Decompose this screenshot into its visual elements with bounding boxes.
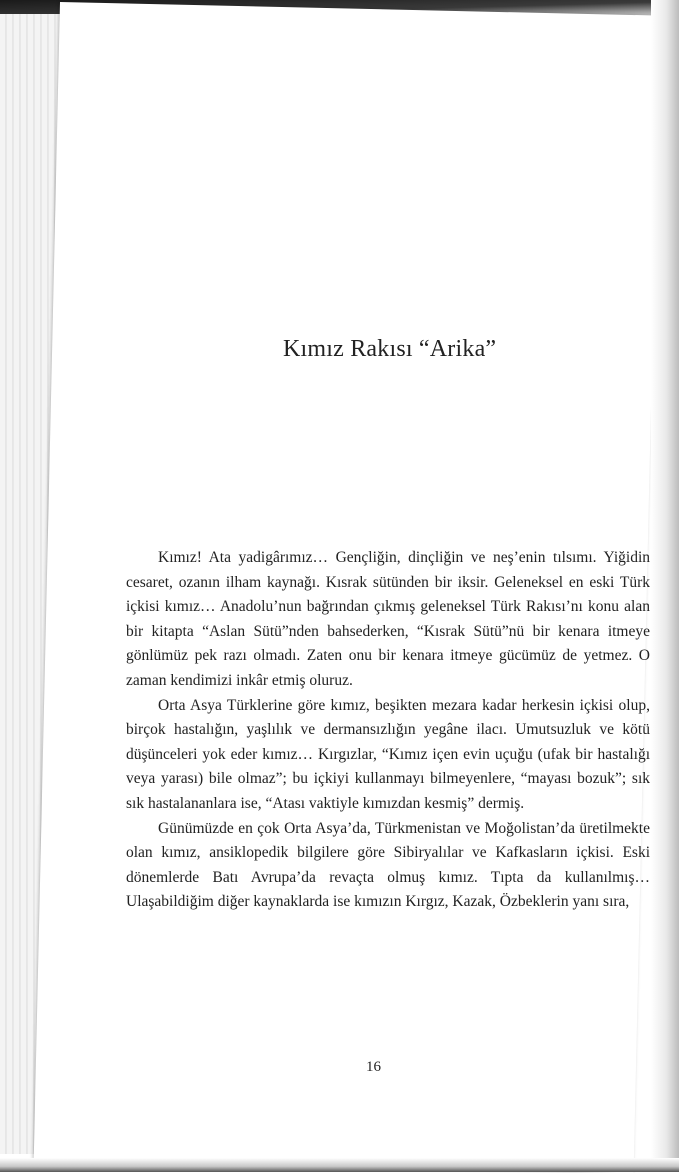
- chapter-title: Kımız Rakısı “Arika”: [283, 336, 497, 362]
- paragraph-2: Orta Asya Türklerine göre kımız, beşikten mezara kadar herkesin içkisi olup, birçok hastalığın, yaşlılık ve dermansızlığın yegâne ilacı. Umutsuzluk ve kötü düşünceleri yok eder kımız… Kırgızlar, “Kımız içen evin uçuğu (ufak bir hastalığı veya yarası) bile olmaz”; bu içkiyi kullanmayı bilmeyenlere, “mayası bozuk”; sık sık hastalananlara ise, “Atası vaktiyle kımızdan kesmiş” dermiş.: [126, 696, 650, 812]
- body-text: [126, 546, 650, 915]
- paragraph-3: Günümüzde en çok Orta Asya’da, Türkmenistan ve Moğolistan’da üretilmekte olan kımız, ansiklopedik bilgilere göre Sibiryalılar ve Kafkasların içkisi. Eski dönemlerde Batı Avrupa’da revaçta olmuş kımız. Tıpta da kullanılmış… Ulaşabildiğim diğer kaynaklarda ise kımızın Kırgız, Kazak, Özbeklerin yanı sıra,: [126, 819, 650, 911]
- paragraph-1: Kımız! Ata yadigârımız… Gençliğin, dinçliğin ve neş’enin tılsımı. Yiğidin cesaret, ozanın ilham kaynağı. Kısrak sütünden bir iksir. Geleneksel en eski Türk içkisi kımız… Anadolu’nun bağrından çıkmış geleneksel Türk Rakısı’nı konu alan bir kitapta “Aslan Sütü”nden bahsederken, “Kısrak Sütü”nü bir kenara itmeye gönlümüz pek razı olmadı. Zaten onu bir kenara itmeye gücümüz de yetmez. O zaman kendimizi inkâr etmiş oluruz.: [126, 549, 650, 689]
- page-bottom-edge: [0, 1158, 679, 1172]
- page-number: 16: [366, 1059, 381, 1075]
- page-right-edge: [651, 0, 679, 1172]
